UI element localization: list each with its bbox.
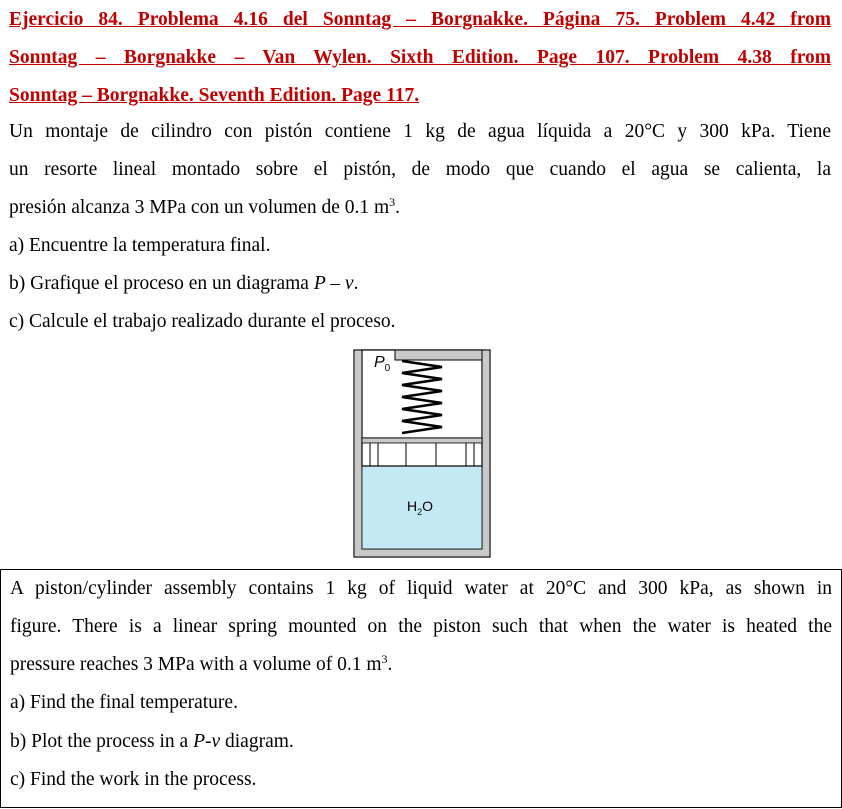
problem-title bbox=[9, 1, 831, 115]
spanish-item-b bbox=[9, 265, 831, 303]
english-line-1: A piston/cylinder assembly contains 1 kg of liquid water at 20°C and 300 kPa, as shown in bbox=[10, 578, 832, 599]
spanish-line-2: un resorte lineal montado sobre el pistón, de modo que cuando el agua se calienta, la bbox=[9, 159, 831, 180]
spanish-line-1: Un montaje de cilindro con pistón contiene 1 kg de agua líquida a 20°C y 300 kPa. Tiene bbox=[9, 121, 831, 142]
spanish-line-3-text: presión alcanza 3 MPa con un volumen de 0.1 m bbox=[9, 197, 390, 218]
title-line-3: Sonntag – Borgnakke. Seventh Edition. Page 117. bbox=[9, 85, 420, 106]
piston-cap bbox=[362, 438, 482, 443]
english-item-b bbox=[10, 731, 832, 753]
english-item-b-italic: P-v bbox=[193, 731, 221, 752]
english-line-2: figure. There is a linear spring mounted on the piston such that when the water is heated the bbox=[10, 616, 832, 637]
piston-cylinder-diagram bbox=[340, 345, 500, 561]
p0-label: $P_0$ bbox=[374, 354, 391, 374]
english-item-a: a) Find the final temperature. bbox=[10, 692, 238, 713]
english-line-3-sup: 3 bbox=[381, 652, 388, 666]
english-line-3 bbox=[10, 654, 832, 676]
spanish-line-3-sup: 3 bbox=[389, 195, 396, 209]
right-wall bbox=[483, 351, 489, 556]
english-line-3-text: pressure reaches 3 MPa with a volume of 0.1 m bbox=[10, 654, 382, 675]
english-item-b-text: b) Plot the process in a bbox=[10, 731, 194, 752]
spanish-item-b-end: . bbox=[353, 273, 359, 294]
spanish-item-b-text: b) Grafique el proceso en un diagrama bbox=[9, 273, 314, 294]
bottom-wall bbox=[355, 550, 489, 556]
english-line-3-end: . bbox=[387, 654, 393, 675]
top-stop-plate bbox=[395, 350, 482, 360]
spanish-statement bbox=[9, 113, 831, 341]
spanish-line-3 bbox=[9, 189, 831, 227]
spanish-line-3-end: . bbox=[395, 197, 401, 218]
spanish-item-b-italic: P – v bbox=[313, 273, 354, 294]
spanish-item-a: a) Encuentre la temperatura final. bbox=[9, 235, 271, 256]
piston-cylinder-figure bbox=[340, 345, 500, 561]
english-item-c: c) Find the work in the process. bbox=[10, 769, 257, 790]
english-statement-box bbox=[0, 569, 842, 808]
title-line-1: Ejercicio 84. Problema 4.16 del Sonntag – Borgnakke. Página 75. Problem 4.42 from bbox=[9, 9, 831, 30]
left-wall bbox=[355, 351, 361, 556]
english-item-b-end: diagram. bbox=[220, 731, 294, 752]
spanish-item-c: c) Calcule el trabajo realizado durante el proceso. bbox=[9, 311, 396, 332]
title-line-2: Sonntag – Borgnakke – Van Wylen. Sixth Edition. Page 107. Problem 4.38 from bbox=[9, 47, 831, 68]
water-label: $H_2O$ bbox=[407, 498, 434, 517]
